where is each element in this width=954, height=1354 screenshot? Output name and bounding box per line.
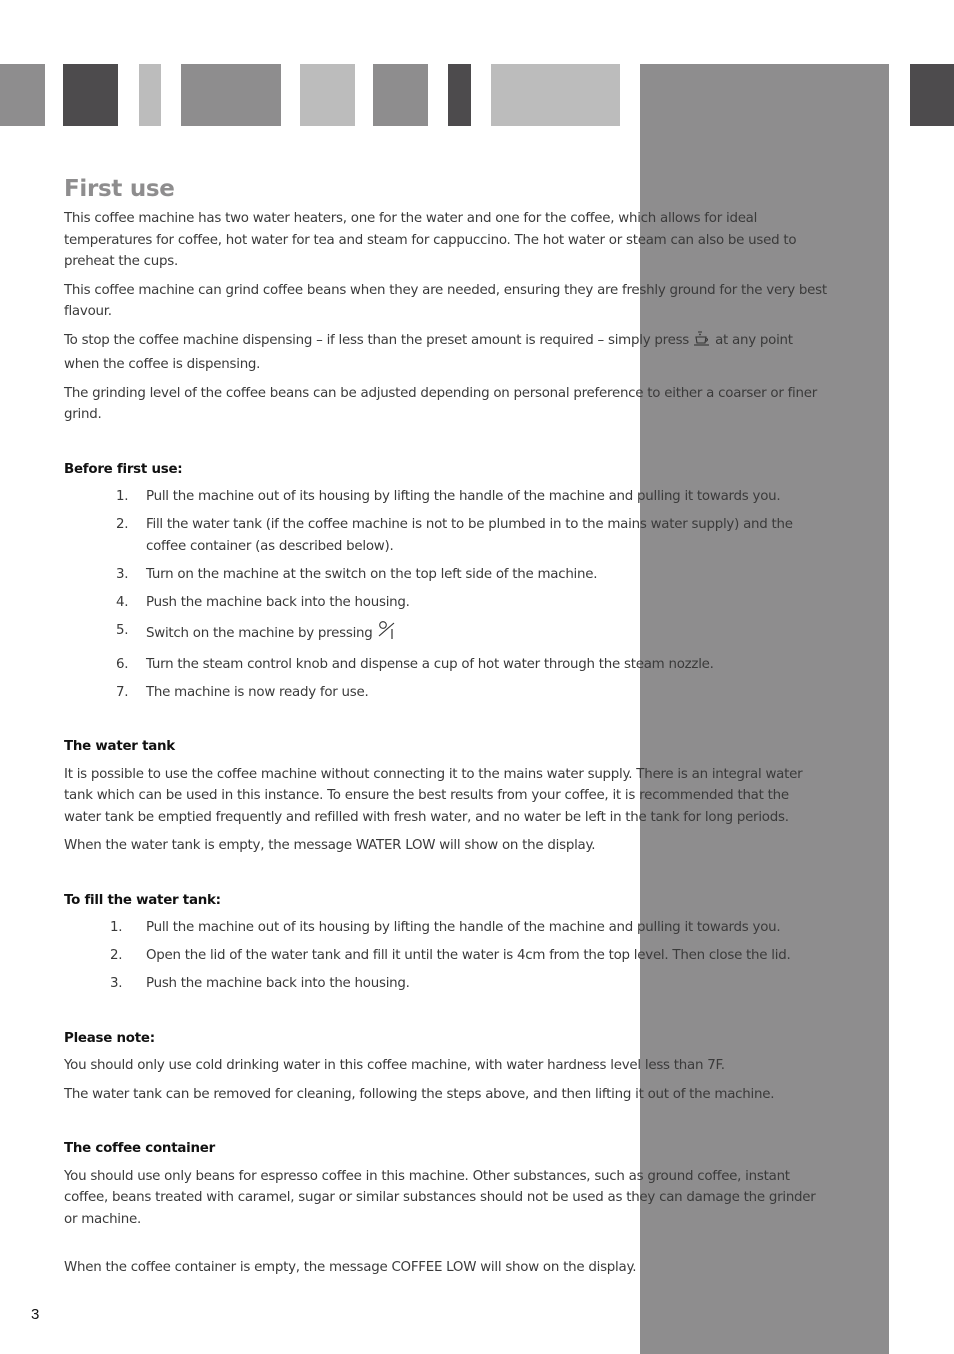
coffee-container-heading: The coffee container	[64, 1141, 215, 1156]
fill-tank-list	[64, 917, 828, 995]
grinding-paragraph: The grinding level of the coffee beans can be adjusted depending on personal preference to either a coarser or finer grind.	[64, 385, 818, 422]
stop-dispensing-text-after: at any point when the coffee is dispensing.	[64, 332, 793, 372]
coffee-cup-icon	[693, 330, 711, 355]
list-item: 5. Switch on the machine by pressing	[64, 620, 828, 648]
header-stripe	[491, 64, 620, 126]
list-item: 6. Turn the steam control knob and dispense a cup of hot water through the steam nozzle.	[116, 656, 714, 672]
list-item: 1. Pull the machine out of its housing by lifting the handle of the machine and pulling it towards you.	[110, 920, 781, 935]
header-stripe	[910, 64, 954, 126]
page-number: 3	[31, 1306, 40, 1323]
header-stripe	[0, 64, 45, 126]
header-stripe	[139, 64, 161, 126]
stop-dispensing-text: To stop the coffee machine dispensing – if less than the preset amount is required – simply press	[64, 332, 690, 348]
water-tank-paragraph: When the water tank is empty, the message WATER LOW will show on the display.	[64, 838, 596, 853]
header-stripe	[63, 64, 118, 126]
page-content	[64, 176, 828, 1286]
intro-paragraph: This coffee machine can grind coffee beans when they are needed, ensuring they are freshly ground for the very best flavour.	[64, 282, 827, 319]
please-note-paragraph: You should only use cold drinking water in this coffee machine, with water hardness level less than 7F.	[64, 1058, 725, 1073]
water-tank-heading: The water tank	[64, 739, 175, 754]
before-first-use-list	[64, 486, 828, 703]
fill-tank-heading: To fill the water tank:	[64, 892, 221, 908]
please-note-heading: Please note:	[64, 1030, 155, 1046]
before-first-use-heading: Before first use:	[64, 461, 183, 477]
coffee-container-paragraph: You should use only beans for espresso coffee in this machine. Other substances, such as ground coffee, instant coffee, beans treated with caramel, sugar or similar substances should not be used as they can damage the grinder or machine.	[64, 1168, 816, 1227]
stop-dispensing-paragraph	[64, 330, 828, 376]
intro-paragraph: This coffee machine has two water heaters, one for the water and one for the coffee, which allows for ideal temperatures for coffee, hot water for tea and steam for cappuccino. The hot water or steam can also be used to preheat the cups.	[64, 211, 797, 269]
list-item: 4. Push the machine back into the housing.	[116, 594, 410, 610]
list-item: 2. Fill the water tank (if the coffee machine is not to be plumbed in to the mains water supply) and the coffee container (as described below).	[116, 517, 793, 554]
list-item: 1. Pull the machine out of its housing by lifting the handle of the machine and pulling it towards you.	[116, 489, 781, 504]
list-item: 3. Push the machine back into the housing.	[110, 976, 410, 991]
header-stripe	[300, 64, 355, 126]
header-stripe	[373, 64, 428, 126]
list-item: 2. Open the lid of the water tank and fill it until the water is 4cm from the top level. Then close the lid.	[110, 948, 791, 963]
power-on-off-icon	[377, 620, 397, 648]
header-stripe	[181, 64, 281, 126]
coffee-container-paragraph: When the coffee container is empty, the message COFFEE LOW will show on the display.	[64, 1260, 637, 1275]
water-tank-paragraph: It is possible to use the coffee machine without connecting it to the mains water supply. There is an integral water tank which can be used in this instance. To ensure the best results from your coffee, it is recommended that the water tank be emptied frequently and refilled with fresh water, and no water be left in the tank for long periods.	[64, 766, 803, 825]
list-item: 7. The machine is now ready for use.	[116, 684, 369, 700]
page-title: First use	[64, 176, 175, 202]
please-note-paragraph: The water tank can be removed for cleaning, following the steps above, and then lifting it out of the machine.	[64, 1086, 775, 1102]
list-item: 3. Turn on the machine at the switch on the top left side of the machine.	[116, 566, 598, 582]
header-stripe	[448, 64, 471, 126]
